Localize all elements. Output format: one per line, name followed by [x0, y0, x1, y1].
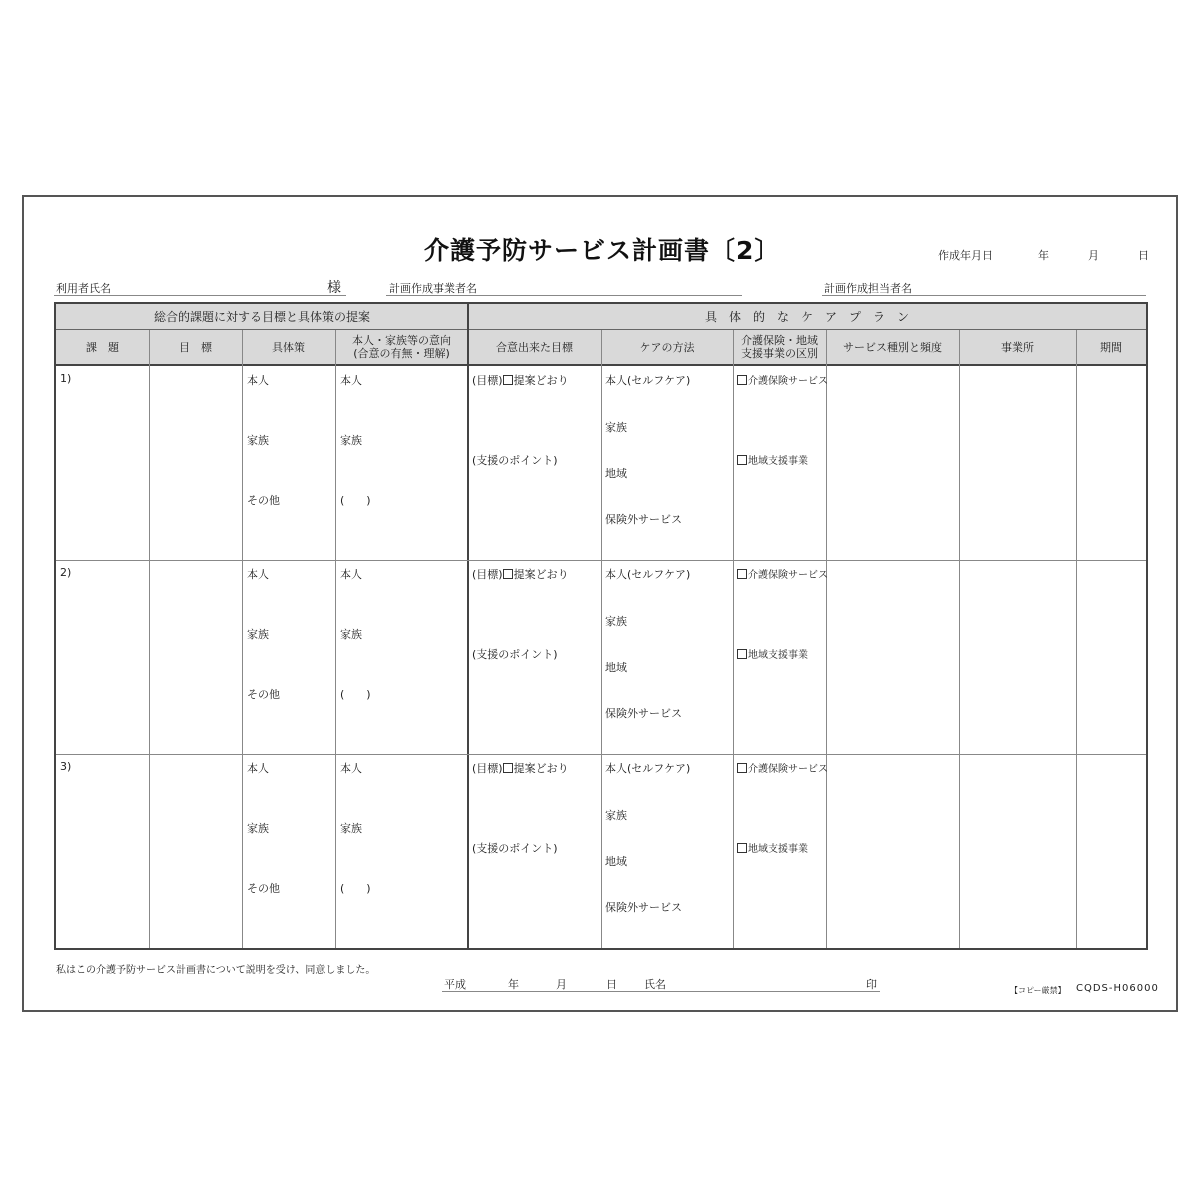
date-year: 年 [1038, 249, 1049, 262]
care-family: 家族 [605, 809, 627, 822]
measure-family: 家族 [247, 628, 269, 641]
row-separator [56, 560, 1146, 561]
checkbox[interactable] [503, 569, 513, 579]
care-family: 家族 [605, 421, 627, 434]
kind-community [737, 840, 808, 855]
measure-self: 本人 [247, 374, 269, 387]
col-header-kind: 介護保険・地域 支援事業の区別 [733, 330, 826, 366]
care-self: 本人(セルフケア) [605, 762, 691, 775]
consent-text: 私はこの介護予防サービス計画書について説明を受け、同意しました。 [56, 965, 376, 976]
intent-self: 本人 [340, 374, 362, 387]
footer-heisei: 平成 [444, 978, 466, 991]
care-uninsured: 保険外サービス [605, 707, 682, 720]
agreed-goal [472, 566, 569, 582]
intent-family: 家族 [340, 434, 362, 447]
intent-family: 家族 [340, 822, 362, 835]
checkbox[interactable] [737, 763, 747, 773]
measure-other: その他 [247, 882, 280, 895]
col-header-care-method: ケアの方法 [601, 330, 733, 366]
grid-divider [467, 304, 469, 948]
kind-community-label: 地域支援事業 [748, 456, 808, 467]
care-community: 地域 [605, 661, 627, 674]
planner-label: 計画作成担当者名 [824, 282, 912, 295]
measure-self: 本人 [247, 762, 269, 775]
signature-field[interactable] [442, 991, 880, 992]
care-community: 地域 [605, 855, 627, 868]
measure-other: その他 [247, 688, 280, 701]
checkbox[interactable] [503, 763, 513, 773]
grid-line [959, 330, 960, 948]
care-family: 家族 [605, 615, 627, 628]
grid-line [1076, 330, 1077, 948]
measure-other: その他 [247, 494, 280, 507]
footer-seal: 印 [866, 978, 877, 991]
copy-notice: 【コピー厳禁】 [1010, 986, 1066, 995]
grid-line [335, 330, 336, 948]
footer-name-label: 氏名 [644, 978, 666, 991]
date-month: 月 [1088, 249, 1099, 262]
measure-family: 家族 [247, 822, 269, 835]
date-label: 作成年月日 [938, 249, 993, 262]
col-header-office: 事業所 [959, 330, 1076, 366]
sama-label: 様 [327, 280, 341, 296]
care-uninsured: 保険外サービス [605, 901, 682, 914]
checkbox[interactable] [737, 455, 747, 465]
care-community: 地域 [605, 467, 627, 480]
kind-insurance [737, 372, 828, 387]
office-field[interactable] [386, 295, 742, 296]
grid-line [826, 330, 827, 948]
group-header-careplan: 具 体 的 な ケ ア プ ラ ン [468, 304, 1146, 330]
kind-insurance [737, 566, 828, 581]
checkbox[interactable] [737, 843, 747, 853]
footer-year: 年 [508, 978, 519, 991]
user-name-label: 利用者氏名 [56, 282, 111, 295]
checkbox[interactable] [737, 569, 747, 579]
kind-community [737, 452, 808, 467]
goal-check-label: 提案どおり [513, 762, 569, 775]
row-separator [56, 754, 1146, 755]
kind-community-label: 地域支援事業 [748, 844, 808, 855]
kind-insurance [737, 760, 828, 775]
col-header-service-frequency: サービス種別と頻度 [826, 330, 959, 366]
row-number: 3) [60, 760, 72, 773]
grid-line [149, 330, 150, 948]
col-header-agreed-goal: 合意出来た目標 [468, 330, 601, 366]
goal-label: (目標) [472, 762, 503, 775]
planner-field[interactable] [822, 295, 1146, 296]
care-self: 本人(セルフケア) [605, 374, 691, 387]
footer-month: 月 [556, 978, 567, 991]
kind-insurance-label: 介護保険サービス [748, 570, 828, 581]
intent-other: ( ) [340, 882, 371, 895]
kind-community-label: 地域支援事業 [748, 650, 808, 661]
care-plan-table [54, 302, 1148, 950]
support-point: (支援のポイント) [472, 842, 558, 855]
col-header-measure: 具体策 [242, 330, 335, 366]
intent-other: ( ) [340, 688, 371, 701]
support-point: (支援のポイント) [472, 648, 558, 661]
intent-other: ( ) [340, 494, 371, 507]
kind-insurance-label: 介護保険サービス [748, 764, 828, 775]
goal-check-label: 提案どおり [513, 374, 569, 387]
intent-self: 本人 [340, 762, 362, 775]
care-uninsured: 保険外サービス [605, 513, 682, 526]
grid-line [601, 330, 602, 948]
row-number: 2) [60, 566, 72, 579]
intent-self: 本人 [340, 568, 362, 581]
form-title: 介護予防サービス計画書〔2〕 [424, 236, 781, 265]
checkbox[interactable] [737, 649, 747, 659]
col-header-goal: 目 標 [149, 330, 242, 366]
col-header-intent: 本人・家族等の意向 (合意の有無・理解) [335, 330, 468, 366]
measure-self: 本人 [247, 568, 269, 581]
group-header-proposal: 総合的課題に対する目標と具体策の提案 [56, 304, 468, 330]
checkbox[interactable] [503, 375, 513, 385]
goal-check-label: 提案どおり [513, 568, 569, 581]
kind-community [737, 646, 808, 661]
goal-label: (目標) [472, 374, 503, 387]
checkbox[interactable] [737, 375, 747, 385]
grid-line [733, 330, 734, 948]
goal-label: (目標) [472, 568, 503, 581]
user-name-field[interactable] [54, 295, 346, 296]
col-header-period: 期間 [1076, 330, 1146, 366]
care-self: 本人(セルフケア) [605, 568, 691, 581]
intent-family: 家族 [340, 628, 362, 641]
care-plan-form [22, 195, 1178, 1012]
agreed-goal [472, 372, 569, 388]
row-number: 1) [60, 372, 72, 385]
measure-family: 家族 [247, 434, 269, 447]
grid-line [242, 330, 243, 948]
footer-day: 日 [606, 978, 617, 991]
support-point: (支援のポイント) [472, 454, 558, 467]
agreed-goal [472, 760, 569, 776]
col-header-issue: 課 題 [56, 330, 149, 366]
kind-insurance-label: 介護保険サービス [748, 376, 828, 387]
date-day: 日 [1138, 249, 1149, 262]
form-code: CQDS-H06000 [1076, 983, 1159, 994]
office-label: 計画作成事業者名 [389, 282, 477, 295]
